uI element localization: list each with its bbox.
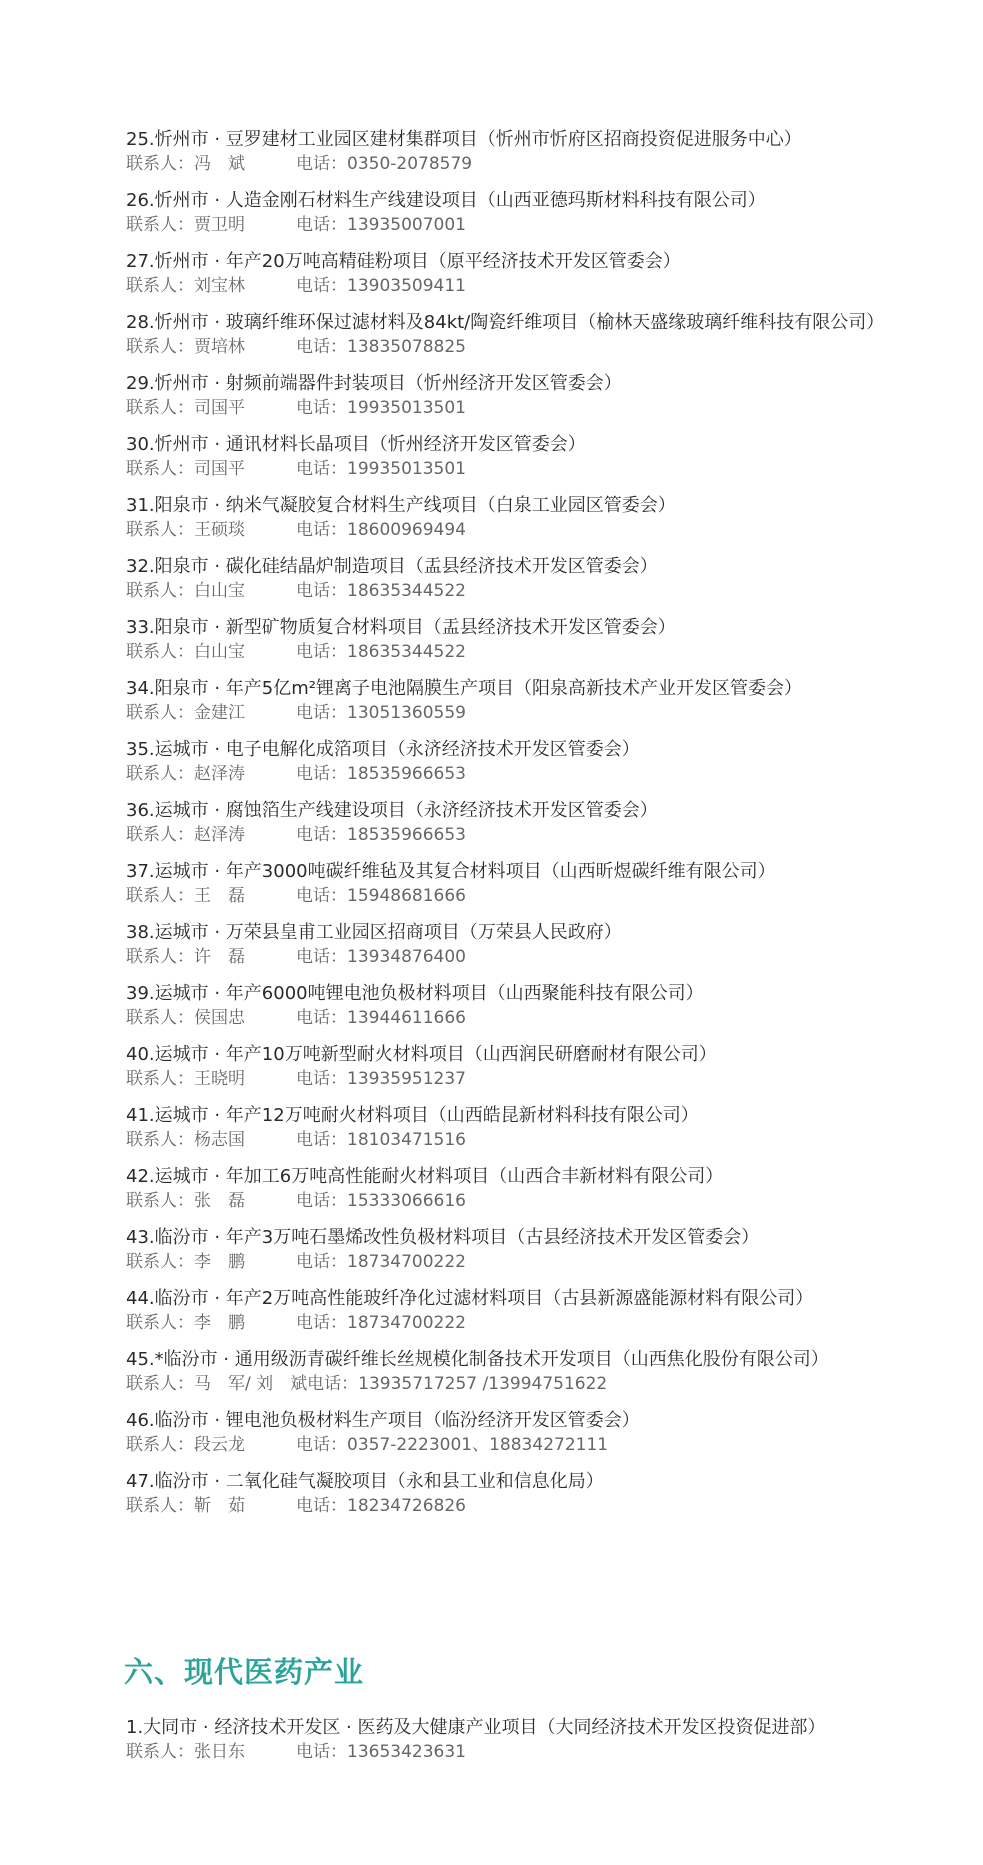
list-item: [126, 1347, 956, 1396]
contact-person: 联系人：侯国忠: [126, 1008, 245, 1028]
project-title: 40.运城市 · 年产10万吨新型耐火材料项目（山西润民研磨耐材有限公司）: [126, 1044, 717, 1065]
list-item: [126, 127, 956, 176]
contact-phone: 电话：18734700222: [296, 1252, 466, 1272]
project-title: 45.*临汾市 · 通用级沥青碳纤维长丝规模化制备技术开发项目（山西焦化股份有限公司）: [126, 1349, 829, 1370]
contact-person: 联系人：金建江: [126, 703, 245, 723]
contact-row: [126, 640, 956, 664]
contact-phone: 电话：18234726826: [296, 1496, 466, 1516]
list-item: [126, 432, 956, 481]
contact-row: [126, 579, 956, 603]
list-item: [126, 1286, 956, 1335]
project-title: 46.临汾市 · 锂电池负极材料生产项目（临汾经济开发区管委会）: [126, 1410, 640, 1431]
contact-phone: 电话：13051360559: [296, 703, 466, 723]
contact-row: [126, 518, 956, 542]
contact-phone: 电话：13935717257 /13994751622: [307, 1374, 608, 1394]
project-title: 34.阳泉市 · 年产5亿m²锂离子电池隔膜生产项目（阳泉高新技术产业开发区管委会）: [126, 678, 802, 699]
contact-phone: 电话：18734700222: [296, 1313, 466, 1333]
contact-person: 联系人：白山宝: [126, 642, 245, 662]
list-item: [126, 188, 956, 237]
contact-phone: 电话：19935013501: [296, 459, 466, 479]
project-title: 33.阳泉市 · 新型矿物质复合材料项目（盂县经济技术开发区管委会）: [126, 617, 676, 638]
contact-row: [126, 1189, 956, 1213]
contact-person: 联系人：张日东: [126, 1742, 245, 1762]
contact-person: 联系人：贾卫明: [126, 215, 245, 235]
contact-phone: 电话：13944611666: [296, 1008, 466, 1028]
contact-row: [126, 274, 956, 298]
contact-phone: 电话：13934876400: [296, 947, 466, 967]
contact-person: 联系人：刘宝林: [126, 276, 245, 296]
project-title: 36.运城市 · 腐蚀箔生产线建设项目（永济经济技术开发区管委会）: [126, 800, 658, 821]
project-title: 42.运城市 · 年加工6万吨高性能耐火材料项目（山西合丰新材料有限公司）: [126, 1166, 724, 1187]
project-title: 32.阳泉市 · 碳化硅结晶炉制造项目（盂县经济技术开发区管委会）: [126, 556, 658, 577]
project-title: 43.临汾市 · 年产3万吨石墨烯改性负极材料项目（古县经济技术开发区管委会）: [126, 1227, 760, 1248]
list-item: [126, 1164, 956, 1213]
project-title: 37.运城市 · 年产3000吨碳纤维毡及其复合材料项目（山西昕煜碳纤维有限公司）: [126, 861, 776, 882]
contact-phone: 电话：18600969494: [296, 520, 466, 540]
project-title: 41.运城市 · 年产12万吨耐火材料项目（山西皓昆新材料科技有限公司）: [126, 1105, 699, 1126]
contact-phone: 电话：15333066616: [296, 1191, 466, 1211]
list-item: [126, 249, 956, 298]
contact-row: [126, 1311, 956, 1335]
contact-person: 联系人：许 磊: [126, 947, 245, 967]
contact-row: [126, 1006, 956, 1030]
contact-person: 联系人：赵泽涛: [126, 825, 245, 845]
list-item: [126, 371, 956, 420]
contact-row: [126, 701, 956, 725]
list-item: [126, 859, 956, 908]
contact-row: [126, 457, 956, 481]
project-title: 35.运城市 · 电子电解化成箔项目（永济经济技术开发区管委会）: [126, 739, 640, 760]
contact-row: [126, 1740, 956, 1764]
contact-row: [126, 823, 956, 847]
list-item: [126, 920, 956, 969]
contact-row: [126, 152, 956, 176]
contact-row: [126, 1433, 956, 1457]
project-title: 27.忻州市 · 年产20万吨高精硅粉项目（原平经济技术开发区管委会）: [126, 251, 681, 272]
contact-person: 联系人：白山宝: [126, 581, 245, 601]
section-project-list: [126, 1715, 956, 1776]
project-title: 47.临汾市 · 二氧化硅气凝胶项目（永和县工业和信息化局）: [126, 1471, 604, 1492]
project-title: 29.忻州市 · 射频前端器件封装项目（忻州经济开发区管委会）: [126, 373, 622, 394]
list-item: [126, 798, 956, 847]
contact-person: 联系人：王硕琰: [126, 520, 245, 540]
contact-row: [126, 1067, 956, 1091]
contact-person: 联系人：李 鹏: [126, 1313, 245, 1333]
contact-person: 联系人：靳 茹: [126, 1496, 245, 1516]
list-item: [126, 493, 956, 542]
contact-person: 联系人：杨志国: [126, 1130, 245, 1150]
project-title: 39.运城市 · 年产6000吨锂电池负极材料项目（山西聚能科技有限公司）: [126, 983, 704, 1004]
project-title: 28.忻州市 · 玻璃纤维环保过滤材料及84kt/陶瓷纤维项目（榆林天盛缘玻璃纤维科技有限公司）: [126, 312, 885, 333]
contact-person: 联系人：司国平: [126, 459, 245, 479]
contact-person: 联系人：李 鹏: [126, 1252, 245, 1272]
contact-person: 联系人：冯 斌: [126, 154, 245, 174]
contact-phone: 电话：13935007001: [296, 215, 466, 235]
contact-person: 联系人：司国平: [126, 398, 245, 418]
contact-row: [126, 1372, 956, 1396]
contact-phone: 电话：18635344522: [296, 642, 466, 662]
contact-phone: 电话：18535966653: [296, 825, 466, 845]
project-title: 26.忻州市 · 人造金刚石材料生产线建设项目（山西亚德玛斯材料科技有限公司）: [126, 190, 766, 211]
list-item: [126, 1715, 956, 1764]
contact-row: [126, 762, 956, 786]
contact-phone: 电话：13903509411: [296, 276, 466, 296]
contact-person: 联系人：张 磊: [126, 1191, 245, 1211]
contact-person: 联系人：王 磊: [126, 886, 245, 906]
project-title: 38.运城市 · 万荣县皇甫工业园区招商项目（万荣县人民政府）: [126, 922, 622, 943]
project-title: 30.忻州市 · 通讯材料长晶项目（忻州经济开发区管委会）: [126, 434, 586, 455]
list-item: [126, 615, 956, 664]
contact-phone: 电话：13835078825: [296, 337, 466, 357]
project-title: 25.忻州市 · 豆罗建材工业园区建材集群项目（忻州市忻府区招商投资促进服务中心）: [126, 129, 802, 150]
contact-person: 联系人：贾培林: [126, 337, 245, 357]
list-item: [126, 981, 956, 1030]
contact-person: 联系人：王晓明: [126, 1069, 245, 1089]
contact-row: [126, 945, 956, 969]
list-item: [126, 1408, 956, 1457]
contact-row: [126, 884, 956, 908]
section-heading: 六、现代医药产业: [124, 1655, 365, 1689]
contact-phone: 电话：18635344522: [296, 581, 466, 601]
contact-row: [126, 335, 956, 359]
project-list: [126, 127, 956, 1530]
list-item: [126, 1042, 956, 1091]
contact-row: [126, 396, 956, 420]
contact-phone: 电话：18535966653: [296, 764, 466, 784]
list-item: [126, 310, 956, 359]
contact-phone: 电话：13935951237: [296, 1069, 466, 1089]
contact-person: 联系人：段云龙: [126, 1435, 245, 1455]
list-item: [126, 1103, 956, 1152]
contact-phone: 电话：0350-2078579: [296, 154, 473, 174]
contact-row: [126, 1494, 956, 1518]
list-item: [126, 554, 956, 603]
contact-person: 联系人：赵泽涛: [126, 764, 245, 784]
contact-row: [126, 1250, 956, 1274]
list-item: [126, 1225, 956, 1274]
project-title: 31.阳泉市 · 纳米气凝胶复合材料生产线项目（白泉工业园区管委会）: [126, 495, 676, 516]
contact-row: [126, 1128, 956, 1152]
contact-phone: 电话：15948681666: [296, 886, 466, 906]
contact-phone: 电话：19935013501: [296, 398, 466, 418]
contact-phone: 电话：0357-2223001、18834272111: [296, 1435, 609, 1455]
list-item: [126, 676, 956, 725]
list-item: [126, 1469, 956, 1518]
contact-phone: 电话：13653423631: [296, 1742, 466, 1762]
contact-phone: 电话：18103471516: [296, 1130, 466, 1150]
contact-row: [126, 213, 956, 237]
project-title: 1.大同市 · 经济技术开发区 · 医药及大健康产业项目（大同经济技术开发区投资促进部）: [126, 1717, 826, 1738]
contact-person: 联系人：马 军/ 刘 斌: [126, 1374, 308, 1394]
list-item: [126, 737, 956, 786]
project-title: 44.临汾市 · 年产2万吨高性能玻纤净化过滤材料项目（古县新源盛能源材料有限公司）: [126, 1288, 814, 1309]
